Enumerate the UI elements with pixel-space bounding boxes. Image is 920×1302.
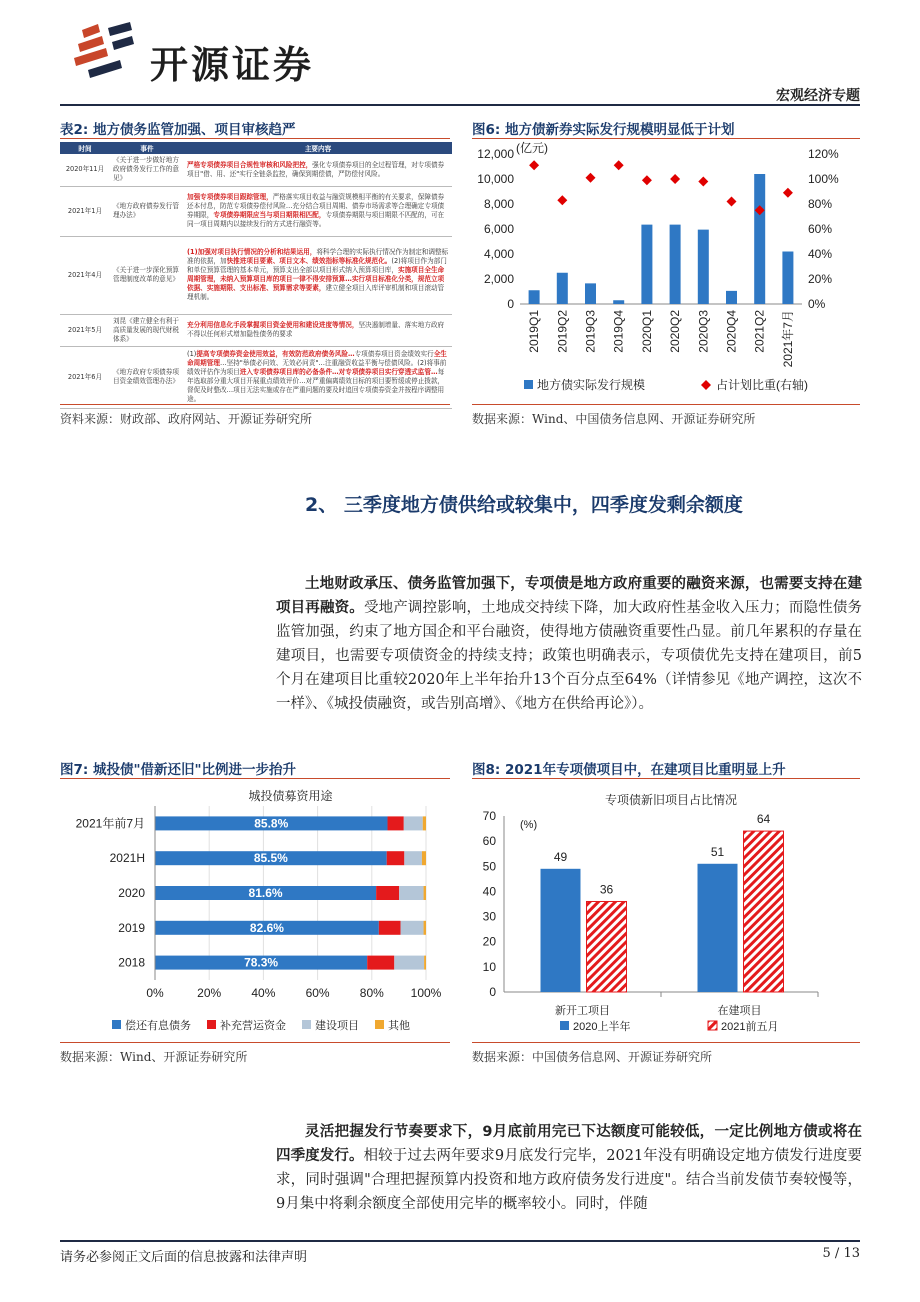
- bar: [754, 174, 765, 304]
- x-tick-label: 2020Q3: [696, 310, 711, 353]
- row-content-text: 专项债券项目资金绩效实行: [354, 350, 434, 358]
- x-tick-label: 20%: [197, 986, 222, 1000]
- fig6-title: 图6: 地方债新券实际发行规模明显低于计划: [472, 122, 735, 138]
- bar: [587, 901, 627, 992]
- x-tick-label: 2019Q1: [527, 310, 542, 353]
- bar-segment: [379, 921, 401, 935]
- bar-segment: [423, 816, 426, 830]
- y2-tick-label: 100%: [808, 172, 839, 186]
- x-tick-label: 2020Q4: [724, 310, 739, 353]
- legend-swatch-dot: [701, 380, 711, 390]
- y-tick-label: 40: [482, 884, 496, 899]
- row-content-text: 坚决遏制增量、落实地方政府不得以任何形式增加隐性债务的要求: [187, 321, 445, 338]
- x-tick-label: 在建项目: [717, 1004, 762, 1017]
- x-tick-label: 2019Q3: [583, 310, 598, 353]
- bar-segment: [376, 886, 399, 900]
- bar: [557, 273, 568, 304]
- data-label: 81.6%: [248, 886, 283, 900]
- x-tick-label: 2020Q1: [639, 310, 654, 353]
- row-content-text: …坚持"举债必问效、无效必问责"…注重融资收益平衡与偿债风险。(2)将事前绩效评估作为项目: [187, 359, 447, 376]
- row-content-text: 建立健全项目入库评审机制和项目滚动管理机制。: [187, 284, 445, 301]
- x-tick-label: 80%: [359, 986, 384, 1000]
- bar: [529, 290, 540, 304]
- row-event: 《地方政府债券发行管理办法》: [110, 186, 184, 236]
- fig8-title: 图8: 2021年专项债项目中，在建项目比重明显上升: [472, 762, 786, 778]
- fig7-title: 图7: 城投债"借新还旧"比例进一步抬升: [60, 762, 297, 778]
- bar: [698, 864, 738, 992]
- row-date: 2021年5月: [60, 314, 110, 346]
- bar-segment: [387, 851, 405, 865]
- bar-segment: [404, 816, 423, 830]
- y-tick-label: 50: [482, 859, 496, 874]
- row-event: 《关于进一步做好地方政府债务发行工作的意见》: [110, 154, 184, 186]
- y-tick-label: 2021H: [109, 851, 145, 866]
- para1-lead: 土地财政承压、债务监管加强下，专项债是地方政府重要的融资来源，也需要支持在建项目再融资。: [276, 576, 862, 616]
- legend-swatch-bar: [524, 380, 533, 389]
- data-label: 82.6%: [249, 920, 284, 935]
- fig8-source: 数据来源：中国债务信息网、开源证券研究所: [472, 1050, 713, 1064]
- table2-header-content: 主要内容: [184, 142, 452, 154]
- scatter-point: [727, 197, 737, 207]
- row-content-text: (2)将项目作为部门和单位预算管理的基本单元，预算支出全部以项目形式纳入预算项目库，: [187, 257, 447, 274]
- scatter-point: [670, 174, 680, 184]
- table2-title-rule: [60, 138, 450, 139]
- legend-label: 其他: [388, 1020, 410, 1032]
- y2-tick-label: 80%: [808, 197, 833, 211]
- y2-tick-label: 0%: [808, 297, 826, 311]
- scatter-point: [642, 175, 652, 185]
- row-content-highlight: 全生命周期管理: [187, 350, 447, 367]
- x-tick-label: 60%: [305, 986, 330, 1000]
- section2-paragraph-1: [276, 572, 862, 716]
- x-tick-label: 2019Q4: [611, 310, 626, 353]
- fig8-chart: [472, 780, 860, 1042]
- fig7-title-rule: [60, 778, 450, 779]
- table-row: [60, 154, 452, 186]
- fig8-title-rule: [472, 778, 860, 779]
- bar-segment: [422, 851, 426, 865]
- data-label: 49: [553, 849, 568, 864]
- legend-swatch: [375, 1020, 384, 1029]
- x-tick-label: 40%: [251, 986, 276, 1000]
- data-label: 36: [599, 882, 614, 897]
- legend-label: 地方债实际发行规模: [537, 378, 646, 392]
- row-content-text: 严格落实项目收益与融资规模相平衡的有关要求，保障债券还本付息，防范专项债券偿付风险…充分结合项目周期、债券市场需求等合理确定专项债券期限，: [187, 193, 445, 219]
- row-date: 2021年4月: [60, 236, 110, 314]
- bar-segment: [424, 921, 426, 935]
- bar: [744, 831, 784, 992]
- y-tick-label: 70: [482, 809, 496, 823]
- y-tick-label: 12,000: [477, 147, 514, 161]
- row-content: [184, 236, 452, 314]
- row-content-highlight: 快推进项目要素、项目文本、绩效指标等标准化规范化。: [226, 257, 392, 265]
- row-content: [184, 154, 452, 186]
- chart-title: 专项债新旧项目占比情况: [604, 793, 738, 807]
- bar: [698, 230, 709, 304]
- row-content: [184, 346, 452, 408]
- scatter-point: [557, 195, 567, 205]
- row-content-text: 专项债券期限与项目期限不匹配的，可在同一项目周期内以接续发行的方式进行融资等。: [187, 211, 445, 228]
- y-axis-unit: (亿元): [516, 141, 548, 155]
- legend-label: 2020上半年: [573, 1021, 631, 1033]
- company-name: 开源证券: [150, 43, 315, 87]
- row-content: [184, 314, 452, 346]
- table2-header-event: 事件: [110, 142, 184, 154]
- table2-header-date: 时间: [60, 142, 110, 154]
- y-tick-label: 2020: [118, 886, 145, 900]
- row-event: 《关于进一步深化预算管理制度改革的意见》: [110, 236, 184, 314]
- table-row: [60, 314, 452, 346]
- y-tick-label: 6,000: [483, 222, 514, 236]
- company-logo: [68, 22, 138, 82]
- table2-title: 表2: 地方债务监管加强、项目审核趋严: [60, 122, 296, 138]
- row-content-text: (1): [187, 350, 197, 358]
- legend-swatch: [302, 1020, 311, 1029]
- bar-segment: [401, 921, 424, 935]
- table2: [60, 142, 452, 409]
- report-topic: 宏观经济专题: [776, 88, 860, 104]
- legend-label: 建设项目: [315, 1020, 359, 1032]
- x-tick-label: 2019Q2: [555, 310, 570, 353]
- bar: [670, 225, 681, 304]
- y-tick-label: 4,000: [483, 247, 514, 261]
- row-content-highlight: 进入专项债券项目库的必备条件…对专项债券项目实行穿透式监管…: [239, 368, 438, 376]
- bar: [641, 225, 652, 304]
- data-label: 64: [756, 812, 771, 827]
- fig8-bottom-rule: [472, 1042, 860, 1043]
- bar-segment: [394, 956, 424, 970]
- footer-disclaimer: 请务必参阅正文后面的信息披露和法律声明: [60, 1250, 308, 1265]
- y-tick-label: 60: [482, 834, 496, 849]
- legend-label: 占计划比重(右轴): [716, 378, 808, 392]
- y2-tick-label: 20%: [808, 272, 833, 286]
- y-tick-label: 2018: [118, 955, 145, 970]
- bar: [585, 283, 596, 304]
- section2-paragraph-2: [276, 1120, 862, 1218]
- para2-body: 相较于过去两年要求9月底发行完毕，2021年没有明确设定地方债发行进度要求，同时强调"合理把握预算内投资和地方政府债务发行进度"。结合当前发债节奏较慢等，9月集中将剩余额度全部使用完毕的概率较小。同时，伴随: [276, 1148, 862, 1212]
- row-content-text: 每年选取部分重大项目开展重点绩效评价…对严重偏离绩效目标的项目要暂缓或停止拨款，督促及时整改…项目无法实施或存在严重问题的要及时追回专项债券资金并按程序调整用途。: [187, 368, 445, 403]
- data-label: 51: [710, 844, 725, 859]
- y-tick-label: 2021年前7月: [75, 816, 145, 831]
- bar-segment: [367, 956, 394, 970]
- fig7-chart: [60, 780, 450, 1042]
- legend-swatch: [207, 1020, 216, 1029]
- legend-swatch: [112, 1020, 121, 1029]
- para2-lead: 灵活把握发行节奏要求下，9月底前用完已下达额度可能较低，一定比例地方债或将在四季度发行。: [276, 1124, 862, 1164]
- y-tick-label: 10,000: [477, 172, 514, 186]
- x-tick-label: 2021年7月: [780, 310, 795, 368]
- data-label: 85.5%: [253, 851, 288, 866]
- scatter-point: [586, 173, 596, 183]
- bar: [726, 291, 737, 304]
- bar-segment: [404, 851, 422, 865]
- row-content-text: 将科学合理的实际执行情况作为制定和调整标准的依据，加: [187, 248, 449, 265]
- row-content-highlight: 专项债券期限应当与项目期限相匹配，: [213, 211, 326, 219]
- row-content-text: 强化专项债券项目的全过程管理，对专项债券项目"借、用、还"实行全链条监控，确保到期偿债，严防偿付风险。: [187, 160, 445, 178]
- row-content-highlight: 充分利用信息化手段掌握项目资金使用和建设进度等情况，: [187, 321, 359, 329]
- y-tick-label: 20: [482, 934, 496, 949]
- fig7-source: 数据来源：Wind、开源证券研究所: [60, 1050, 248, 1064]
- row-content: [184, 186, 452, 236]
- row-date: 2020年11月: [60, 154, 110, 186]
- legend-swatch: [560, 1021, 569, 1030]
- page-number: 5 / 13: [822, 1246, 860, 1261]
- section-title: 2、 三季度地方债供给或较集中，四季度发剩余额度: [305, 494, 743, 516]
- legend-label: 补充营运资金: [220, 1020, 286, 1032]
- x-tick-label: 100%: [410, 986, 442, 1000]
- table-row: [60, 186, 452, 236]
- y-tick-label: 2019: [118, 920, 145, 935]
- fig7-bottom-rule: [60, 1042, 450, 1043]
- footer-rule: [60, 1240, 860, 1242]
- legend-label: 2021前五月: [721, 1021, 779, 1033]
- fig6-title-rule: [472, 138, 860, 139]
- scatter-point: [698, 177, 708, 187]
- y2-tick-label: 40%: [808, 247, 833, 261]
- fig6-bottom-rule: [472, 404, 860, 405]
- row-content-highlight: 严格专项债券项目合规性审核和风险把控，: [187, 160, 313, 169]
- data-label: 78.3%: [244, 955, 279, 970]
- y2-tick-label: 120%: [808, 147, 839, 161]
- scatter-point: [783, 188, 793, 198]
- y-axis-unit: (%): [520, 819, 538, 831]
- row-content-highlight: 提高专项债券资金使用效益，有效防范政府债务风险…: [196, 350, 355, 358]
- y-tick-label: 8,000: [483, 197, 514, 211]
- row-content-highlight: 加强专项债券项目跟踪管理，: [187, 193, 273, 201]
- table-row: [60, 236, 452, 314]
- legend-label: 偿还有息债务: [125, 1020, 191, 1032]
- y-tick-label: 0: [507, 297, 514, 311]
- table2-source: 资料来源：财政部、政府网站、开源证券研究所: [60, 412, 313, 426]
- bar-segment: [388, 816, 404, 830]
- fig6-chart: [472, 140, 860, 404]
- table-row: [60, 346, 452, 408]
- y-tick-label: 30: [482, 909, 496, 924]
- logo-mark-icon: [68, 22, 138, 82]
- scatter-point: [614, 160, 624, 170]
- x-tick-label: 0%: [146, 986, 164, 1000]
- x-tick-label: 2020Q2: [668, 310, 683, 353]
- bar: [782, 252, 793, 305]
- row-event: 《地方政府专项债券项目资金绩效管理办法》: [110, 346, 184, 408]
- table2-bottom-rule: [60, 404, 450, 405]
- y-tick-label: 0: [489, 985, 496, 999]
- row-content-highlight: 实施项目全生命周期管理，未纳入预算项目库的项目一律不得安排预算…实行项目标准化分类，规范立项依据、实施期限、支出标准、预算需求等要素，: [187, 266, 445, 292]
- bar-segment: [424, 956, 426, 970]
- row-content-highlight: (1)加强对项目执行情况的分析和结果运用，: [187, 248, 317, 256]
- bar: [613, 300, 624, 304]
- y-tick-label: 10: [482, 959, 496, 974]
- row-date: 2021年6月: [60, 346, 110, 408]
- fig6-source: 数据来源：Wind、中国债务信息网、开源证券研究所: [472, 412, 756, 426]
- legend-swatch: [708, 1021, 717, 1030]
- bar-segment: [399, 886, 423, 900]
- row-date: 2021年1月: [60, 186, 110, 236]
- chart-title: 城投债募资用途: [248, 789, 333, 803]
- bar-segment: [424, 886, 426, 900]
- data-label: 85.8%: [254, 816, 289, 831]
- row-event: 刘昆《建立健全有利于高质量发展的现代财税体系》: [110, 314, 184, 346]
- x-tick-label: 新开工项目: [555, 1004, 610, 1017]
- bar: [541, 869, 581, 992]
- x-tick-label: 2021Q2: [752, 310, 767, 353]
- y2-tick-label: 60%: [808, 222, 833, 236]
- header-rule: [60, 104, 860, 106]
- para1-body: 受地产调控影响，土地成交持续下降，加大政府性基金收入压力；而隐性债务监管加强，约束了地方国企和平台融资，使得地方债融资重要性凸显。前几年累积的存量在建项目，也需要专项债资金的持续支持；政策也明确表示，专项债优先支持在建项目，前5个月在建项目比重较2020年上半年抬升13个百分点至64%（详情参见《地产调控，这次不一样》、《城投债融资，或告别高增》、《地方在供给再论》）。: [276, 600, 863, 712]
- scatter-point: [529, 160, 539, 170]
- y-tick-label: 2,000: [483, 272, 514, 286]
